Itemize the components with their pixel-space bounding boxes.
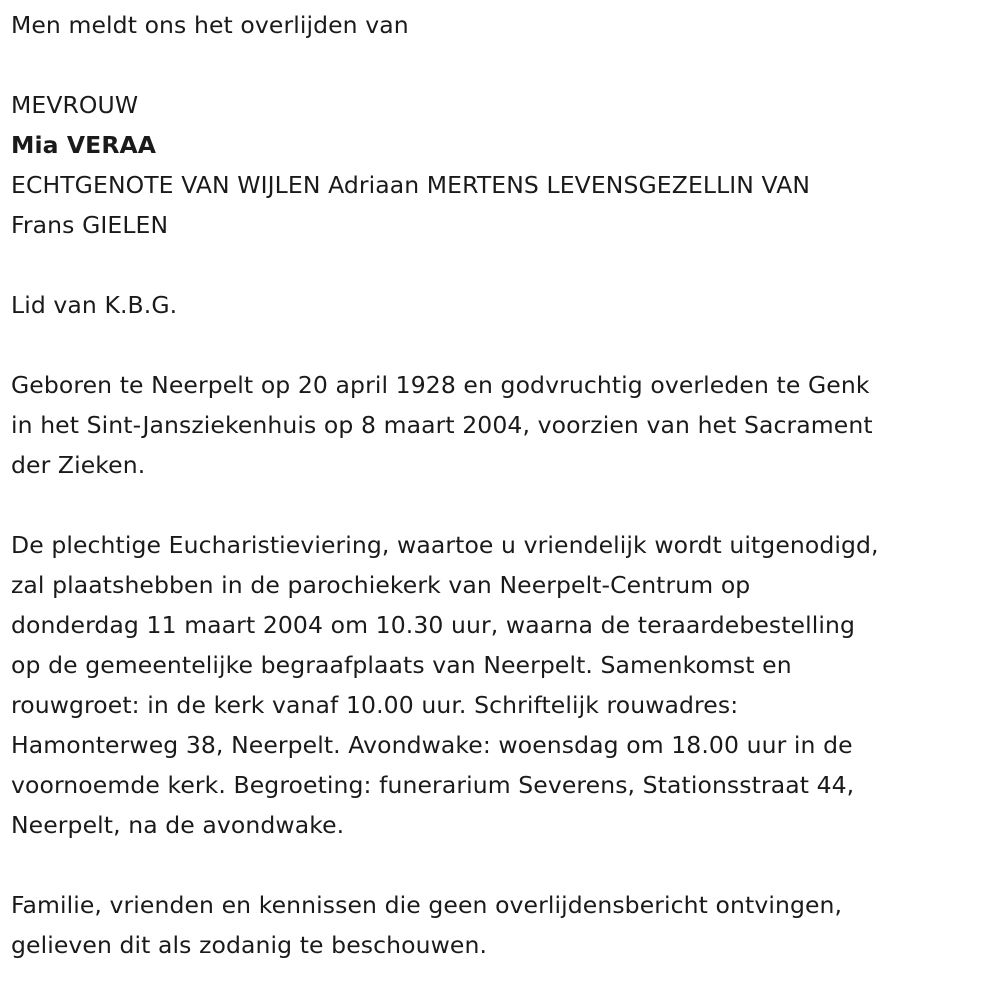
birth-death-paragraph — [11, 365, 993, 485]
spacer — [11, 245, 993, 285]
ceremony-paragraph — [11, 525, 993, 845]
honorific: MEVROUW — [11, 91, 139, 119]
spacer — [11, 845, 993, 885]
spacer — [11, 325, 993, 365]
paragraph-line: gelieven dit als zodanig te beschouwen. — [11, 931, 488, 959]
spacer — [11, 45, 993, 85]
death-notice — [11, 0, 993, 965]
paragraph-line: der Zieken. — [11, 451, 146, 479]
relation-line: Frans GIELEN — [11, 211, 169, 239]
paragraph-line: voornoemde kerk. Begroeting: funerarium Severens, Stationsstraat 44, — [11, 771, 855, 799]
paragraph-line: Neerpelt, na de avondwake. — [11, 811, 345, 839]
paragraph-line: Familie, vrienden en kennissen die geen overlijdensbericht ontvingen, — [11, 891, 843, 919]
paragraph-line: rouwgroet: in de kerk vanaf 10.00 uur. Schriftelijk rouwadres: — [11, 691, 739, 719]
paragraph-line: zal plaatshebben in de parochiekerk van Neerpelt-Centrum op — [11, 571, 751, 599]
paragraph-line: donderdag 11 maart 2004 om 10.30 uur, waarna de teraardebestelling — [11, 611, 856, 639]
paragraph-line: Hamonterweg 38, Neerpelt. Avondwake: woensdag om 18.00 uur in de — [11, 731, 853, 759]
paragraph-line: Geboren te Neerpelt op 20 april 1928 en godvruchtig overleden te Genk — [11, 371, 870, 399]
deceased-name: Mia VERAA — [11, 131, 157, 159]
paragraph-line: op de gemeentelijke begraafplaats van Neerpelt. Samenkomst en — [11, 651, 792, 679]
paragraph-line: in het Sint-Jansziekenhuis op 8 maart 2004, voorzien van het Sacrament — [11, 411, 873, 439]
closing-paragraph — [11, 885, 993, 965]
spacer — [11, 485, 993, 525]
intro-text: Men meldt ons het overlijden van — [11, 11, 409, 39]
relation-paragraph — [11, 165, 993, 245]
relation-line: ECHTGENOTE VAN WIJLEN Adriaan MERTENS LEVENSGEZELLIN VAN — [11, 171, 811, 199]
paragraph-line: De plechtige Eucharistieviering, waartoe u vriendelijk wordt uitgenodigd, — [11, 531, 879, 559]
membership-text: Lid van K.B.G. — [11, 291, 178, 319]
